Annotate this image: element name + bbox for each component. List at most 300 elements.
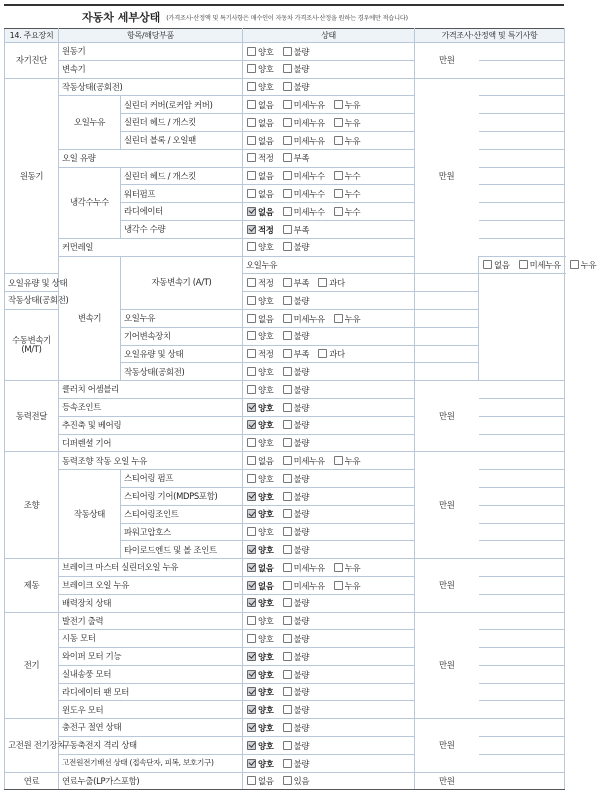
note-cell[interactable] — [479, 434, 565, 452]
checkbox[interactable] — [247, 136, 256, 145]
status-option-label: 불량 — [293, 616, 310, 627]
checkbox[interactable] — [247, 776, 256, 785]
status-option[interactable] — [283, 296, 310, 305]
checkbox[interactable] — [283, 616, 292, 625]
status-option[interactable] — [247, 581, 274, 590]
checkbox[interactable] — [283, 207, 292, 216]
status-option[interactable] — [334, 171, 361, 180]
checkbox[interactable] — [247, 474, 256, 483]
status-option[interactable] — [334, 207, 361, 216]
status-option-label: 불량 — [293, 384, 310, 395]
status-option[interactable] — [283, 242, 310, 251]
checkbox[interactable] — [247, 616, 256, 625]
item-cell: 기어변속장치 — [121, 327, 243, 345]
status-option-label: 부족 — [293, 224, 310, 235]
checkbox[interactable] — [570, 260, 579, 269]
status-option[interactable] — [283, 509, 310, 518]
checkbox[interactable] — [283, 776, 292, 785]
note-cell[interactable] — [479, 701, 565, 719]
checkbox[interactable] — [247, 296, 256, 305]
note-cell[interactable] — [479, 683, 565, 701]
checkbox[interactable] — [334, 581, 343, 590]
price-cell: 만원 — [415, 452, 479, 559]
status-option[interactable] — [283, 136, 325, 145]
status-option[interactable] — [247, 492, 274, 501]
item-cell: 고전원전기배선 상태 (접속단자, 피복, 보호기구) — [59, 754, 243, 772]
status-option[interactable] — [283, 705, 310, 714]
checkbox[interactable] — [283, 385, 292, 394]
checkbox[interactable] — [247, 403, 256, 412]
status-option-label: 불량 — [293, 669, 310, 680]
status-option[interactable] — [247, 403, 274, 412]
checkbox[interactable] — [283, 331, 292, 340]
item-cell: 워터펌프 — [121, 185, 243, 203]
checkbox[interactable] — [247, 171, 256, 180]
checkbox[interactable] — [283, 741, 292, 750]
checkbox[interactable] — [334, 171, 343, 180]
status-option-label: 부족 — [293, 349, 310, 360]
checkbox[interactable] — [283, 153, 292, 162]
status-cell — [243, 43, 415, 61]
checkbox[interactable] — [283, 652, 292, 661]
note-cell[interactable] — [479, 416, 565, 434]
status-option[interactable] — [247, 634, 274, 643]
checkbox[interactable] — [283, 64, 292, 73]
item-cell: 배력장치 상태 — [59, 594, 243, 612]
checkbox[interactable] — [247, 759, 256, 768]
note-cell[interactable] — [479, 238, 565, 256]
status-option[interactable] — [283, 598, 310, 607]
table-row — [5, 576, 565, 594]
note-cell[interactable] — [479, 381, 565, 399]
checkbox[interactable] — [283, 759, 292, 768]
status-option-label: 양호 — [258, 722, 274, 733]
status-option[interactable] — [283, 153, 310, 162]
status-option[interactable] — [283, 545, 310, 554]
status-cell — [243, 381, 415, 399]
status-option[interactable] — [283, 64, 310, 73]
category-cell: 원동기 — [5, 78, 59, 274]
note-cell[interactable] — [415, 292, 479, 310]
status-option-label: 부족 — [293, 278, 310, 289]
note-cell[interactable] — [415, 309, 479, 327]
note-cell[interactable] — [479, 505, 565, 523]
status-option[interactable] — [334, 118, 361, 127]
status-option[interactable] — [247, 438, 274, 447]
checkbox[interactable] — [247, 705, 256, 714]
checkbox[interactable] — [283, 171, 292, 180]
status-cell — [243, 665, 415, 683]
status-option[interactable] — [247, 64, 274, 73]
status-option[interactable] — [247, 225, 274, 234]
checkbox[interactable] — [247, 100, 256, 109]
checkbox[interactable] — [283, 527, 292, 536]
status-option-label: 불량 — [293, 473, 310, 484]
status-option-label: 미세누유 — [529, 260, 561, 271]
status-option[interactable] — [247, 189, 274, 198]
item-cell: 오일누유 — [243, 256, 415, 274]
status-option[interactable] — [247, 47, 274, 56]
note-cell[interactable] — [479, 220, 565, 238]
checkbox[interactable] — [247, 527, 256, 536]
note-cell[interactable] — [415, 327, 479, 345]
note-cell[interactable] — [479, 594, 565, 612]
status-option[interactable] — [334, 456, 361, 465]
checkbox[interactable] — [247, 598, 256, 607]
price-cell: 만원 — [415, 43, 479, 79]
checkbox[interactable] — [283, 456, 292, 465]
checkbox[interactable] — [283, 598, 292, 607]
status-option[interactable] — [283, 492, 310, 501]
note-cell[interactable] — [415, 274, 479, 292]
status-option[interactable] — [283, 225, 310, 234]
checkbox[interactable] — [247, 420, 256, 429]
status-option[interactable] — [283, 438, 310, 447]
note-cell[interactable] — [479, 630, 565, 648]
status-option[interactable] — [247, 741, 274, 750]
note-cell[interactable] — [479, 737, 565, 755]
item-cell: 작동상태(공회전) — [5, 292, 59, 310]
checkbox[interactable] — [283, 349, 292, 358]
status-option[interactable] — [247, 598, 274, 607]
status-cell — [243, 737, 415, 755]
checkbox[interactable] — [247, 207, 256, 216]
checkbox[interactable] — [247, 741, 256, 750]
checkbox[interactable] — [283, 314, 292, 323]
checkbox[interactable] — [283, 278, 292, 287]
status-option[interactable] — [283, 563, 325, 572]
status-option[interactable] — [283, 723, 310, 732]
checkbox[interactable] — [334, 100, 343, 109]
status-option-label: 없음 — [258, 135, 274, 146]
checkbox[interactable] — [283, 563, 292, 572]
checkbox[interactable] — [247, 278, 256, 287]
note-cell[interactable] — [415, 345, 479, 363]
status-option-label: 적정 — [258, 224, 274, 235]
status-option[interactable] — [247, 367, 274, 376]
status-option[interactable] — [283, 349, 310, 358]
status-option[interactable] — [283, 634, 310, 643]
note-cell[interactable] — [479, 523, 565, 541]
checkbox[interactable] — [334, 563, 343, 572]
checkbox[interactable] — [247, 563, 256, 572]
status-option-label: 없음 — [258, 776, 274, 787]
status-option[interactable] — [247, 100, 274, 109]
checkbox[interactable] — [247, 581, 256, 590]
note-cell[interactable] — [479, 131, 565, 149]
status-option[interactable] — [247, 278, 274, 287]
status-option-label: 누유 — [344, 100, 361, 111]
item-cell: 변속기 — [59, 60, 243, 78]
status-option-label: 적정 — [258, 349, 274, 360]
status-cell — [243, 452, 415, 470]
checkbox[interactable] — [283, 367, 292, 376]
checkbox[interactable] — [247, 545, 256, 554]
status-option[interactable] — [247, 153, 274, 162]
checkbox[interactable] — [283, 545, 292, 554]
table-row — [5, 60, 565, 78]
status-option[interactable] — [283, 581, 325, 590]
checkbox[interactable] — [283, 687, 292, 696]
status-option[interactable] — [334, 314, 361, 323]
checkbox[interactable] — [247, 47, 256, 56]
status-option[interactable] — [283, 456, 325, 465]
status-option[interactable] — [247, 82, 274, 91]
status-option[interactable] — [247, 474, 274, 483]
checkbox[interactable] — [283, 296, 292, 305]
status-option[interactable] — [334, 136, 361, 145]
note-cell[interactable] — [479, 719, 565, 737]
status-option-label: 누수 — [344, 171, 361, 182]
item-cell: 실내송풍 모터 — [59, 665, 243, 683]
status-option[interactable] — [283, 776, 310, 785]
status-option[interactable] — [247, 723, 274, 732]
checkbox[interactable] — [283, 492, 292, 501]
note-cell[interactable] — [479, 648, 565, 666]
checkbox[interactable] — [247, 189, 256, 198]
checkbox[interactable] — [334, 136, 343, 145]
status-option-label: 누유 — [344, 562, 361, 573]
table-row — [5, 719, 565, 737]
table-row — [5, 149, 565, 167]
checkbox[interactable] — [334, 189, 343, 198]
status-option[interactable] — [334, 100, 361, 109]
checkbox[interactable] — [283, 100, 292, 109]
checkbox[interactable] — [334, 314, 343, 323]
status-option[interactable] — [283, 100, 325, 109]
note-cell[interactable] — [479, 203, 565, 221]
status-option[interactable] — [283, 759, 310, 768]
status-option-label: 누유 — [344, 313, 361, 324]
status-option[interactable] — [247, 118, 274, 127]
note-cell[interactable] — [479, 78, 565, 96]
status-option-label: 불량 — [293, 545, 310, 555]
checkbox[interactable] — [247, 242, 256, 251]
status-option[interactable] — [283, 171, 325, 180]
checkbox[interactable] — [247, 723, 256, 732]
status-option[interactable] — [247, 242, 274, 251]
checkbox[interactable] — [283, 47, 292, 56]
note-cell[interactable] — [479, 96, 565, 114]
status-option[interactable] — [247, 527, 274, 536]
checkbox[interactable] — [247, 225, 256, 234]
status-option[interactable] — [247, 349, 274, 358]
status-option[interactable] — [570, 260, 597, 269]
status-option[interactable] — [247, 759, 274, 768]
note-cell[interactable] — [479, 43, 565, 61]
status-option[interactable] — [334, 189, 361, 198]
checkbox[interactable] — [318, 349, 327, 358]
checkbox[interactable] — [318, 278, 327, 287]
checkbox[interactable] — [283, 634, 292, 643]
status-option-label: 양호 — [258, 616, 274, 627]
checkbox[interactable] — [519, 260, 528, 269]
status-option[interactable] — [283, 741, 310, 750]
status-option[interactable] — [283, 652, 310, 661]
status-option[interactable] — [283, 207, 325, 216]
status-option[interactable] — [283, 474, 310, 483]
table-row — [5, 398, 565, 416]
checkbox[interactable] — [283, 136, 292, 145]
checkbox[interactable] — [283, 705, 292, 714]
status-option-label: 미세누유 — [293, 135, 325, 146]
status-option[interactable] — [283, 82, 310, 91]
checkbox[interactable] — [283, 403, 292, 412]
checkbox[interactable] — [247, 349, 256, 358]
status-option[interactable] — [318, 349, 345, 358]
status-option[interactable] — [247, 670, 274, 679]
checkbox[interactable] — [483, 260, 492, 269]
status-option[interactable] — [283, 367, 310, 376]
checkbox[interactable] — [247, 670, 256, 679]
checkbox[interactable] — [283, 225, 292, 234]
status-option[interactable] — [283, 314, 325, 323]
status-option[interactable] — [334, 581, 361, 590]
status-option[interactable] — [247, 687, 274, 696]
note-cell[interactable] — [479, 60, 565, 78]
checkbox[interactable] — [247, 687, 256, 696]
checkbox[interactable] — [283, 581, 292, 590]
status-option[interactable] — [334, 563, 361, 572]
checkbox[interactable] — [247, 385, 256, 394]
status-option[interactable] — [247, 563, 274, 572]
status-option[interactable] — [318, 278, 345, 287]
item-cell: 작동상태(공회전) — [121, 363, 243, 381]
checkbox[interactable] — [283, 509, 292, 518]
status-option[interactable] — [247, 509, 274, 518]
checkbox[interactable] — [247, 82, 256, 91]
note-cell[interactable] — [479, 665, 565, 683]
checkbox[interactable] — [247, 634, 256, 643]
table-row — [5, 648, 565, 666]
note-cell[interactable] — [479, 114, 565, 132]
checkbox[interactable] — [247, 367, 256, 376]
status-option[interactable] — [283, 403, 310, 412]
status-option[interactable] — [283, 189, 325, 198]
status-option-label: 없음 — [258, 456, 274, 467]
note-cell[interactable] — [479, 167, 565, 185]
item-cell: 실린더 헤드 / 개스킷 — [121, 114, 243, 132]
status-option[interactable] — [483, 260, 510, 269]
status-option[interactable] — [247, 385, 274, 394]
checkbox[interactable] — [247, 438, 256, 447]
status-cell — [243, 363, 415, 381]
note-cell[interactable] — [479, 612, 565, 630]
note-cell[interactable] — [479, 487, 565, 505]
note-cell[interactable] — [415, 363, 479, 381]
status-option-label: 있음 — [293, 776, 310, 787]
item-cell: 구동축전지 격리 상태 — [59, 737, 243, 755]
checkbox[interactable] — [247, 118, 256, 127]
status-option[interactable] — [247, 314, 274, 323]
checkbox[interactable] — [283, 118, 292, 127]
checkbox[interactable] — [247, 492, 256, 501]
status-option[interactable] — [283, 616, 310, 625]
status-option[interactable] — [247, 616, 274, 625]
status-cell — [243, 60, 415, 78]
status-option[interactable] — [283, 670, 310, 679]
note-cell[interactable] — [479, 470, 565, 488]
subcategory-cell: 수동변속기 (M/T) — [5, 309, 59, 380]
status-option[interactable] — [247, 331, 274, 340]
checkbox[interactable] — [283, 723, 292, 732]
checkbox[interactable] — [283, 474, 292, 483]
status-option-label: 양호 — [258, 420, 274, 431]
status-option-label: 양호 — [258, 705, 274, 716]
status-option-label: 누수 — [344, 206, 361, 217]
checkbox[interactable] — [247, 652, 256, 661]
status-option-label: 불량 — [293, 367, 310, 378]
status-option-label: 양호 — [258, 598, 274, 609]
item-cell: 커먼레일 — [59, 238, 243, 256]
status-option[interactable] — [283, 47, 310, 56]
item-cell: 동력조향 작동 오일 누유 — [59, 452, 243, 470]
status-option[interactable] — [283, 278, 310, 287]
note-cell[interactable] — [479, 576, 565, 594]
status-option[interactable] — [283, 331, 310, 340]
status-option[interactable] — [247, 420, 274, 429]
checkbox[interactable] — [283, 82, 292, 91]
status-option[interactable] — [519, 260, 561, 269]
item-cell: 브레이크 마스터 실린더오일 누유 — [59, 559, 243, 577]
status-option[interactable] — [247, 207, 274, 216]
table-row — [5, 594, 565, 612]
status-option[interactable] — [283, 420, 310, 429]
checkbox[interactable] — [283, 242, 292, 251]
status-option[interactable] — [247, 296, 274, 305]
status-option[interactable] — [247, 456, 274, 465]
checkbox[interactable] — [247, 64, 256, 73]
status-option-label: 미세누수 — [293, 171, 325, 182]
status-option[interactable] — [247, 171, 274, 180]
status-option[interactable] — [247, 545, 274, 554]
checkbox[interactable] — [334, 456, 343, 465]
status-option[interactable] — [283, 527, 310, 536]
status-option[interactable] — [247, 652, 274, 661]
checkbox[interactable] — [283, 420, 292, 429]
checkbox[interactable] — [283, 189, 292, 198]
checkbox[interactable] — [247, 509, 256, 518]
status-option[interactable] — [283, 385, 310, 394]
note-cell[interactable] — [479, 149, 565, 167]
status-option[interactable] — [247, 705, 274, 714]
status-option-label: 미세누유 — [293, 456, 325, 467]
checkbox[interactable] — [247, 314, 256, 323]
note-cell[interactable] — [479, 754, 565, 772]
checkbox[interactable] — [334, 207, 343, 216]
checkbox[interactable] — [283, 670, 292, 679]
status-option-label: 불량 — [293, 705, 310, 716]
status-option[interactable] — [283, 118, 325, 127]
status-option-label: 불량 — [293, 758, 310, 769]
note-cell[interactable] — [479, 398, 565, 416]
status-option-label: 불량 — [293, 598, 310, 609]
status-option[interactable] — [247, 136, 274, 145]
checkbox[interactable] — [247, 331, 256, 340]
note-cell[interactable] — [479, 772, 565, 790]
note-cell[interactable] — [479, 541, 565, 559]
note-cell[interactable] — [479, 185, 565, 203]
note-cell[interactable] — [479, 559, 565, 577]
status-option[interactable] — [283, 687, 310, 696]
status-option-label: 양호 — [258, 527, 274, 538]
checkbox[interactable] — [247, 456, 256, 465]
checkbox[interactable] — [247, 153, 256, 162]
checkbox[interactable] — [334, 118, 343, 127]
status-option[interactable] — [247, 776, 274, 785]
checkbox[interactable] — [283, 438, 292, 447]
note-cell[interactable] — [479, 452, 565, 470]
